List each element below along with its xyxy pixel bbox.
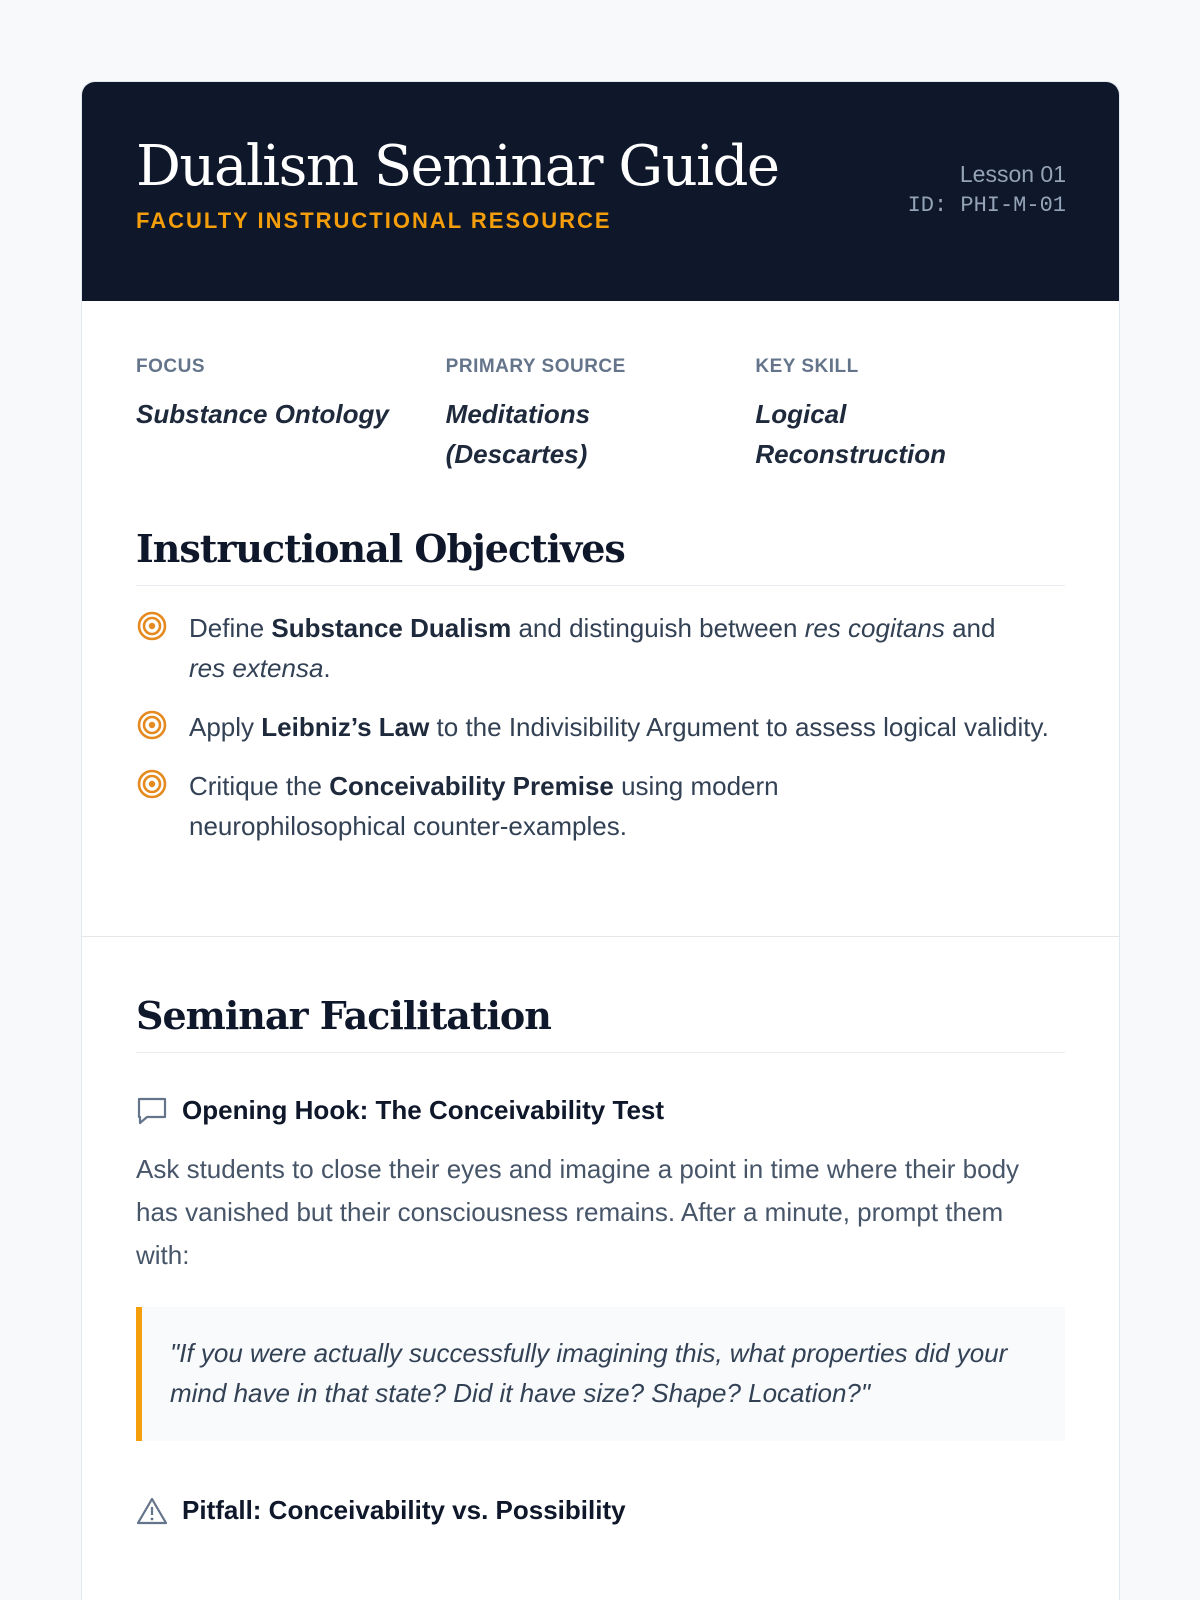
hook-text: Ask students to close their eyes and imagine a point in time where their body has vanished but their consciousness remains. After a minute, prompt them with: — [136, 1154, 1020, 1270]
page-subtitle: FACULTY INSTRUCTIONAL RESOURCE — [136, 208, 612, 233]
fact-value: Logical Reconstruction — [755, 399, 947, 469]
header — [82, 82, 1119, 301]
facts-row — [136, 301, 1065, 474]
list-item — [136, 608, 1065, 688]
fact-focus — [136, 356, 446, 474]
lesson-id: ID: PHI-M-01 — [907, 193, 1066, 218]
section-divider — [82, 936, 1119, 937]
warning-icon — [136, 1496, 168, 1526]
facilitation-heading: Seminar Facilitation — [136, 993, 1065, 1053]
hook-heading — [136, 1095, 1065, 1126]
fact-label: PRIMARY SOURCE — [445, 356, 626, 377]
objective-text: Apply Leibniz’s Law to the Indivisibility Argument to assess logical validity. — [189, 712, 1049, 742]
chat-bubble-icon — [136, 1096, 168, 1126]
target-icon — [136, 707, 189, 747]
fact-label: FOCUS — [136, 356, 205, 377]
fact-label: KEY SKILL — [755, 356, 859, 377]
objective-text: Define Substance Dualism and distinguish between res cogitans and res extensa. — [189, 613, 996, 683]
target-icon — [136, 766, 189, 846]
list-item — [136, 766, 1065, 846]
objectives-list — [136, 608, 1065, 846]
hook-title: Opening Hook: The Conceivability Test — [182, 1095, 665, 1125]
page-title: Dualism Seminar Guide — [136, 134, 779, 199]
pitfall-heading — [136, 1495, 1065, 1526]
fact-key-skill — [755, 356, 1065, 474]
prompt-quote: "If you were actually successfully imagining this, what properties did your mind have in that state? Did it have size? Shape? Location?" — [136, 1307, 1065, 1441]
list-item — [136, 707, 1065, 747]
pitfall-title: Pitfall: Conceivability vs. Possibility — [182, 1495, 626, 1525]
fact-primary-source — [446, 356, 756, 474]
objectives-heading: Instructional Objectives — [136, 526, 1065, 586]
objective-text: Critique the Conceivability Premise using modern neurophilosophical counter-examples. — [189, 771, 779, 841]
fact-value: Substance Ontology — [136, 399, 389, 429]
guide-card — [81, 81, 1120, 1600]
fact-value: Meditations (Descartes) — [445, 399, 591, 469]
lesson-number: Lesson 01 — [959, 161, 1066, 187]
lesson-meta — [908, 159, 1066, 223]
target-icon — [136, 608, 189, 688]
